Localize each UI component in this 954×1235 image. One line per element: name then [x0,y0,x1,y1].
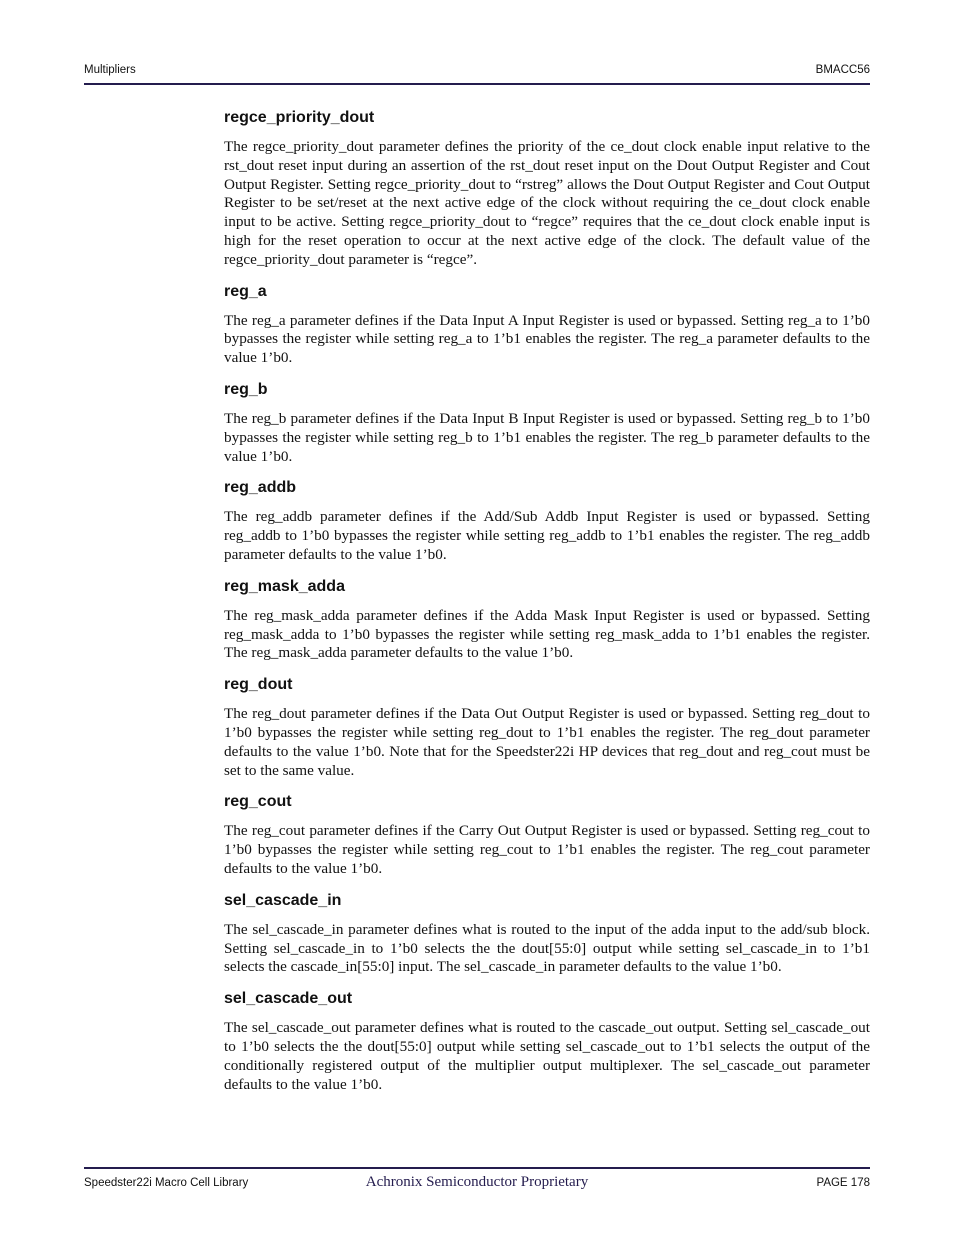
section-paragraph: The reg_dout parameter defines if the Data Out Output Register is used or bypassed. Setting reg_dout to 1’b0 bypasses the register while setting reg_dout to 1’b1 enables the register. The reg_dout parameter defaults to the value 1’b0. Note that for the Speedster22i HP devices that reg_dout and reg_cout must be set to the same value. [224,705,870,779]
parameter-section [224,577,870,663]
section-paragraph: The reg_a parameter defines if the Data Input A Input Register is used or bypassed. Setting reg_a to 1’b0 bypasses the register while setting reg_a to 1’b1 enables the register. The reg_a parameter defaults to the value 1’b0. [224,311,870,367]
header-macro-name: BMACC56 [815,64,870,76]
parameter-section [224,282,870,368]
footer-document-title: Speedster22i Macro Cell Library [84,1177,249,1189]
section-paragraph: The reg_b parameter defines if the Data Input B Input Register is used or bypassed. Setting reg_b to 1’b0 bypasses the register while setting reg_b to 1’b1 enables the register. The reg_b parameter defaults to the value 1’b0. [224,409,870,465]
section-heading: regce_priority_dout [224,109,375,126]
section-paragraph: The reg_cout parameter defines if the Carry Out Output Register is used or bypassed. Setting reg_cout to 1’b0 bypasses the register while setting reg_cout to 1’b1 enables the register. The reg_cout parameter defaults to the value 1’b0. [224,822,870,877]
section-heading: reg_mask_adda [224,577,345,595]
section-heading: reg_b [224,380,268,398]
section-paragraph: The reg_mask_adda parameter defines if the Adda Mask Input Register is used or bypassed. Setting reg_mask_adda to 1’b0 bypasses the register while setting reg_mask_adda to 1’b1 enables the register. The reg_mask_adda parameter defaults to the value 1’b0. [224,606,870,662]
section-heading: reg_cout [224,793,292,811]
header-section-name: Multipliers [84,64,136,76]
section-heading: reg_dout [224,676,293,694]
parameter-section [224,380,870,466]
section-heading: reg_a [224,282,267,300]
parameter-section [224,792,870,878]
parameter-section [224,108,870,270]
section-heading: sel_cascade_out [224,990,353,1008]
section-paragraph: The sel_cascade_out parameter defines what is routed to the cascade_out output. Setting sel_cascade_out to 1’b0 selects the the dout[55:0] output while setting sel_cascade_out to 1’b1 selects the output of the conditionally registered output of the multiplier output multiplexer. The sel_cascade_out parameter defaults to the value 1’b0. [224,1019,870,1093]
header-rule [84,83,870,85]
footer-proprietary-notice: Achronix Semiconductor Proprietary [365,1174,589,1190]
section-paragraph: The sel_cascade_in parameter defines what is routed to the input of the adda input to the add/sub block. Setting sel_cascade_in to 1’b0 selects the the dout[55:0] output while setting sel_cascade_in to 1’b1 selects the cascade_in[55:0] input. The sel_cascade_in parameter defaults to the value 1’b0. [224,920,870,976]
footer-page-number: PAGE 178 [816,1177,870,1189]
section-paragraph: The regce_priority_dout parameter defines the priority of the ce_dout clock enable input relative to the rst_dout reset input during an assertion of the rst_dout reset input on the Dout Output Register and Cout Output Register. Setting regce_priority_dout to “rstreg” allows the Dout Output Register and Cout Output Register to be set/reset at the next active edge of the clock without requiring the ce_dout clock enable input to be active. Setting regce_priority_dout to “regce” requires that the ce_dout clock enable input is high for the reset operation to occur at the next active edge of the clock. The default value of the regce_priority_dout parameter is “regce”. [224,138,870,268]
section-heading: sel_cascade_in [224,891,342,909]
section-paragraph: The reg_addb parameter defines if the Add/Sub Addb Input Register is used or bypassed. Setting reg_addb to 1’b0 bypasses the register while setting reg_addb to 1’b1 enables the register. The reg_addb parameter defaults to the value 1’b0. [224,508,870,563]
parameter-section [224,478,870,564]
section-heading: reg_addb [224,479,297,497]
footer-rule [84,1167,870,1169]
main-content [224,108,870,1106]
parameter-section [224,675,870,780]
parameter-section [224,891,870,977]
parameter-section [224,989,870,1094]
